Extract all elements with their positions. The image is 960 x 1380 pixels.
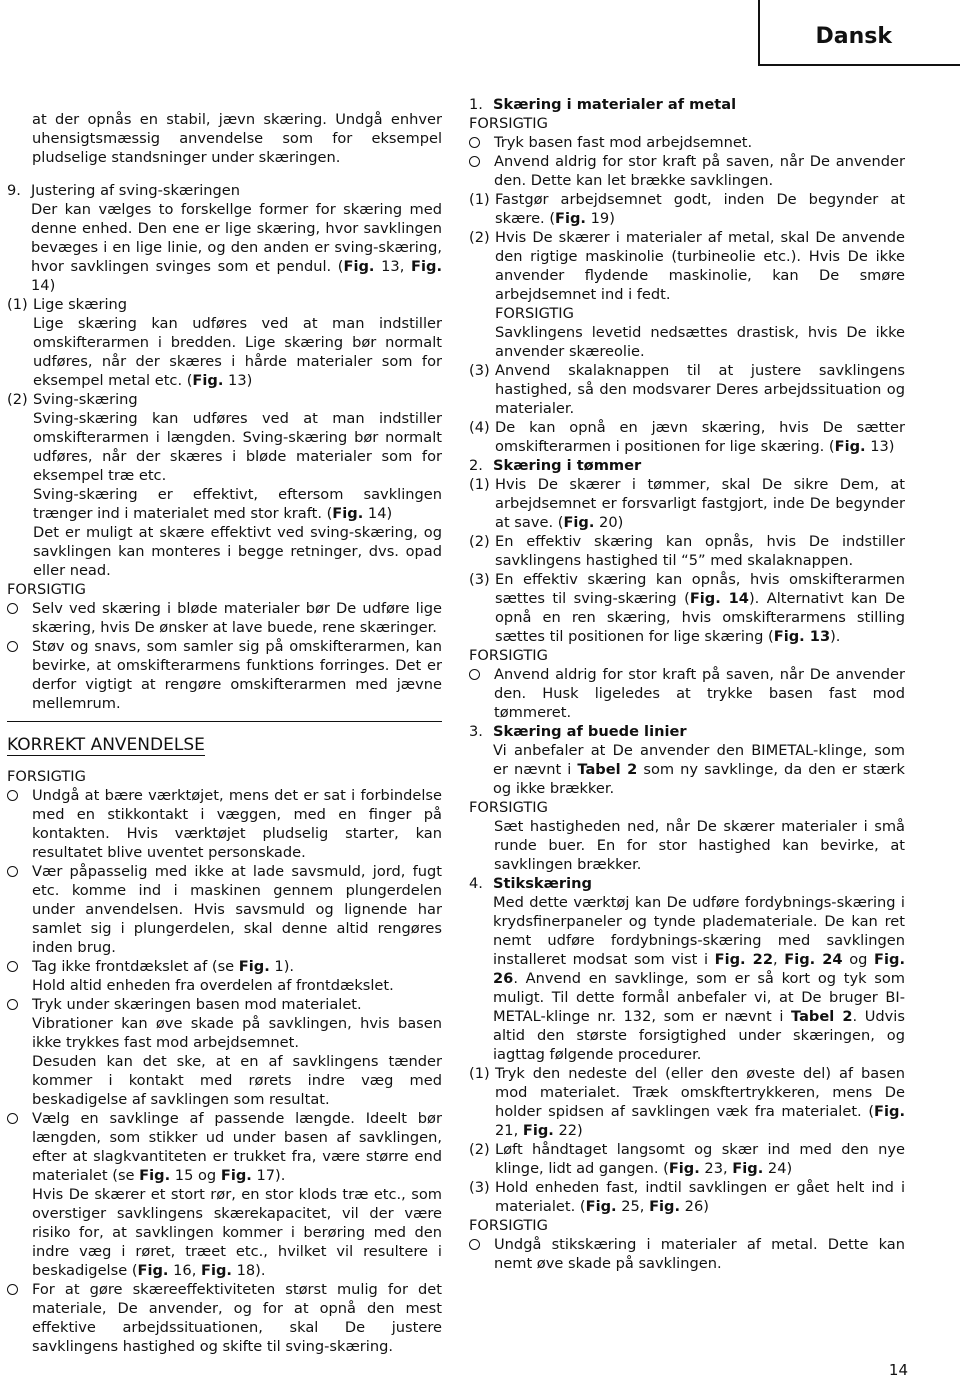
circle-bullet-icon xyxy=(469,137,480,148)
bullet-item: Anvend aldrig for stor kraft på saven, når De anvender den. Dette kan let brække savklingen. xyxy=(469,152,905,190)
caution-heading: FORSIGTIG xyxy=(495,305,574,322)
section-4: 4. Stikskæring Med dette værktøj kan De udføre fordybnings-skæring i krydsfinerpaneler og tynde plademateriale. De kan ret nemt udføre fordybnings-skæring med savklingen installeret modsat som vist i Fig. 22, Fig. 24 og Fig. 26. Anvend en savklinge, som er så kort og tyk som muligt. Til dette formål anbefaler vi, at De bruger BI-METAL-klinge nr. 132, som er nævnt i Tabel 2. Udvis altid den største forsigtighed under skæringen, og iagttag følgende procedurer. xyxy=(469,875,905,1063)
bullet-item: Vær påpasselig med ikke at lade savsmuld, jord, fugt etc. komme ind i maskinen gennem plungerdelen under anvendelsen. Hvis savsmuld og lignende har samlet sig i plungerdelen, skal denne altid rengøres inden brug. xyxy=(7,862,442,957)
circle-bullet-icon xyxy=(469,1239,480,1250)
section-divider xyxy=(7,721,442,722)
section-text: Der kan vælges to forskellge former for skæring med denne enhed. Den ene er lige skæring, hvor savklingen bevæges i en lige linie, og den anden er sving-skæring, hvor savklingen svinges som et pendul. (Fig. 13, Fig. 14) xyxy=(31,201,442,295)
item: (2) En effektiv skæring kan opnås, hvis De indstiller savklingens hastighed til “5” med skalaknappen. xyxy=(469,533,905,569)
item-text: Det er muligt at skære effektivt ved sving-skæring, og savklingen kan monteres i begge retninger, dvs. opad eller nead. xyxy=(33,524,442,580)
bullet-item: Anvend aldrig for stor kraft på saven, når De anvender den. Husk ligeledes at trykke basen fast mod tømmeret. xyxy=(469,665,905,722)
item-text: Lige skæring kan udføres ved at man indstiller omskifterarmen i bredden. Lige skæring bør normalt udføres, når der skæres i hårde materialer som for eksempel metal etc. (Fig. 13) xyxy=(33,315,442,390)
section-2: 2. Skæring i tømmer xyxy=(469,457,642,474)
caution-heading: FORSIGTIG xyxy=(469,647,548,664)
item: (3) Hold enheden fast, indtil savklingen er gået helt ind i materialet. (Fig. 25, Fig. 26) xyxy=(469,1179,905,1215)
circle-bullet-icon xyxy=(7,641,18,652)
item: (2) Løft håndtaget langsomt og skær ind med den nye klinge, lidt ad gangen. (Fig. 23, Fig. 24) xyxy=(469,1141,905,1177)
bullet-item: Undgå at bære værktøjet, mens det er sat i forbindelse med en stikkontakt i væggen, med en finger på kontakten. Hvis værktøjet pludselig starter, kan resultatet blive uventet personskade. xyxy=(7,786,442,862)
bullet-item: Vælg en savklinge af passende længde. Ideelt bør længden, som stikker ud under basen af savklingen, efter at slagkvantiteten er trukket fra, være større end materialet (se Fig. 15 og Fig. 17). Hvis De skærer et stort rør, en stor klods træ etc., som overstiger savklingens skærekapacitet, vil der være risiko for, at savklingen kommer i berøring med den indre væg i røret, træet etc., hvilket vil resultere i beskadigelse (Fig. 16, Fig. 18). xyxy=(7,1109,442,1280)
bullet-item: Undgå stikskæring i materialer af metal. Dette kan nemt øve skade på savklingen. xyxy=(469,1235,905,1273)
item-title: Sving-skæring xyxy=(33,391,138,409)
section-title: Skæring i materialer af metal xyxy=(493,96,737,113)
bullet-item: For at gøre skæreeffektiviteten størst mulig for det materiale, De anvender, og for at opnå den mest effektive arbejdssituationen, skal De justere savklingens hastighed og skifte til sving-skæring. xyxy=(7,1280,442,1356)
item: (3) Anvend skalaknappen til at justere savklingens hastighed, så den modsvarer Deres arbejdssituation og materialer. xyxy=(469,362,905,417)
caution-heading: FORSIGTIG xyxy=(7,768,86,786)
item-lige-skaering xyxy=(7,295,442,390)
circle-bullet-icon xyxy=(469,669,480,680)
caution-heading: FORSIGTIG xyxy=(7,581,86,599)
item-number: (1) xyxy=(7,296,28,314)
item-text: Sving-skæring er effektivt, eftersom savklingen trænger ind i materialet med stor kraft. (Fig. 14) xyxy=(33,486,442,523)
circle-bullet-icon xyxy=(7,866,18,877)
circle-bullet-icon xyxy=(7,790,18,801)
language-label: Dansk xyxy=(815,24,892,49)
item: (1) Fastgør arbejdsemnet godt, inden De begynder at skære. (Fig. 19) xyxy=(469,191,905,227)
section-title: Justering af sving-skæringen xyxy=(31,182,241,200)
section-title: Stikskæring xyxy=(493,875,592,892)
page-number: 14 xyxy=(888,1361,908,1379)
section-heading: KORREKT ANVENDELSE xyxy=(7,735,205,756)
intro-paragraph: at der opnås en stabil, jævn skæring. Undgå enhver uhensigtsmæssig anvendelse som for eksempel pludselige standsninger under skæringen. xyxy=(32,110,442,166)
caution-text: Sæt hastigheden ned, når De skærer materialer i små runde buer. En for stor hastighed kan bevirke, at savklingen brækker. xyxy=(494,818,905,873)
item: (1) Tryk den nedeste del (eller den øveste del) af basen mod materialet. Træk omskftertrykkeren, mens De holder spidsen af savklingen væk fra materialet. (Fig. 21, Fig. 22) xyxy=(469,1065,905,1139)
circle-bullet-icon xyxy=(469,156,480,167)
bullet-item: Tag ikke frontdækslet af (se Fig. 1). Hold altid enheden fra overdelen af frontdækslet. xyxy=(7,957,442,995)
section-3: 3. Skæring af buede linier Vi anbefaler at De anvender den BIMETAL-klinge, som er nævnt i Tabel 2 som ny savklinge, da den er stærk og ikke brækker. xyxy=(469,723,905,797)
language-tab xyxy=(758,0,960,66)
circle-bullet-icon xyxy=(7,1113,18,1124)
item-sving-skaering xyxy=(7,390,442,580)
right-column xyxy=(469,95,905,1273)
circle-bullet-icon xyxy=(7,603,18,614)
bullet-item: Tryk basen fast mod arbejdsemnet. xyxy=(469,133,905,152)
section-number: 9. xyxy=(7,182,21,200)
item-title: Lige skæring xyxy=(33,296,128,314)
section-title: Skæring af buede linier xyxy=(493,723,687,740)
bullet-item: Tryk under skæringen basen mod materialet. Vibrationer kan øve skade på savklingen, hvis basen ikke trykkes fast mod arbejdsemnet. Desuden kan det ske, at en af savklingens tænder kommer i kontakt med rørets indre væg med beskadigelse af savklingen som resultat. xyxy=(7,995,442,1109)
section-1: 1. Skæring i materialer af metal xyxy=(469,96,737,113)
item-text: Sving-skæring kan udføres ved at man indstiller omskifterarmen i længden. Sving-skæring bør normalt udføres, når der skæres i bløde materialer som for eksempel træ etc. xyxy=(33,410,442,485)
left-column xyxy=(7,95,442,1356)
section-title: Skæring i tømmer xyxy=(493,457,642,474)
item: (4) De kan opnå en jævn skæring, hvis De sætter omskifterarmen i positionen for lige skæring. (Fig. 13) xyxy=(469,419,905,455)
caution-heading: FORSIGTIG xyxy=(469,799,548,816)
item-number: (2) xyxy=(7,391,28,409)
item: (3) En effektiv skæring kan opnås, hvis omskifterarmen sættes til sving-skæring (Fig. 14). Alternativt kan De opnå en ren skæring, hvis omskifterarmens stilling sættes til positionen for lige skæring (Fig. 13). xyxy=(469,571,906,645)
caution-heading: FORSIGTIG xyxy=(469,1217,548,1234)
circle-bullet-icon xyxy=(7,999,18,1010)
bullet-item: Støv og snavs, som samler sig på omskifterarmen, kan bevirke, at omskifterarmens funktions forringes. Det er derfor vigtigt at rengøre omskifterarmen med jævne mellemrum. xyxy=(7,637,442,713)
bullet-item: Selv ved skæring i bløde materialer bør De udføre lige skæring, hvis De ønsker at lave buede, rene skæringer. xyxy=(7,599,442,637)
caution-heading: FORSIGTIG xyxy=(469,115,548,132)
item: (2) Hvis De skærer i materialer af metal, skal De anvende den rigtige maskinolie (turbineolie etc.). Hvis De ikke anvender flydende maskinolie, kan De smøre arbejdsemnet ind i fedt. FORSIGTIG Savklingens levetid nedsættes drastisk, hvis De ikke anvender skæreolie. xyxy=(469,229,905,360)
circle-bullet-icon xyxy=(7,1284,18,1295)
item: (1) Hvis De skærer i tømmer, skal De sikre Dem, at arbejdsemnet er forsvarligt fastgjort, inde De begynder at save. (Fig. 20) xyxy=(469,476,905,531)
section-9 xyxy=(7,181,442,295)
circle-bullet-icon xyxy=(7,961,18,972)
